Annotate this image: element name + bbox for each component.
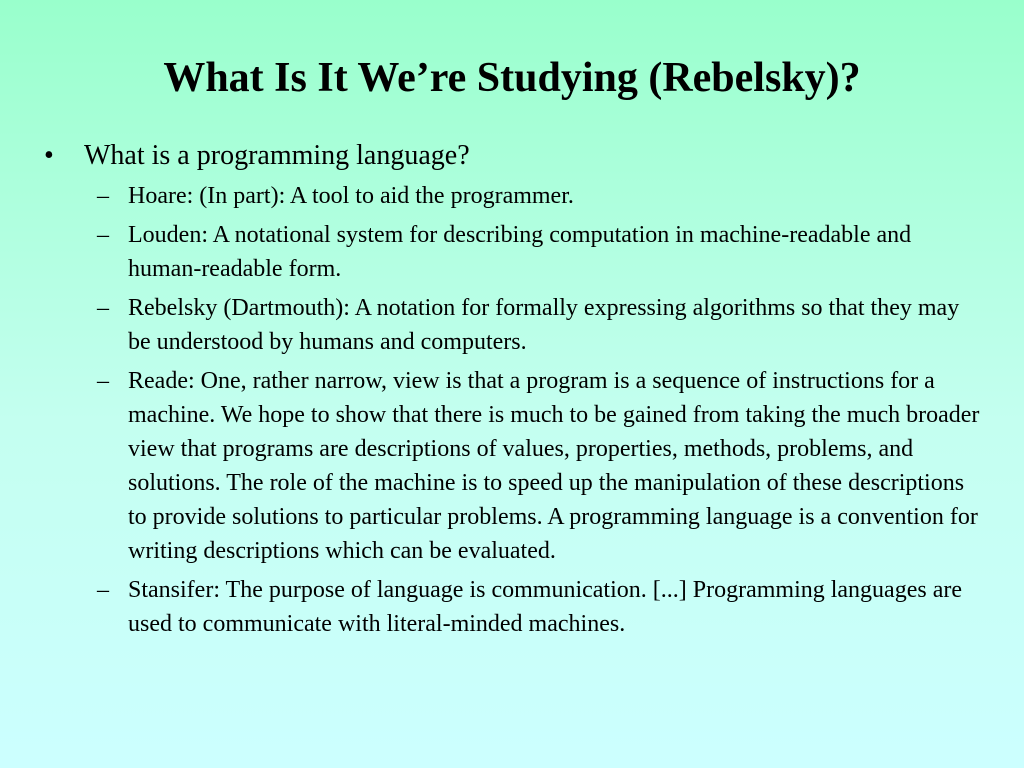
dash-marker: – bbox=[97, 368, 109, 394]
sub-point-text: Stansifer: The purpose of language is communication. [...] Programming languages are used to communicate with literal-minded machines. bbox=[128, 577, 962, 637]
sub-point-text: Reade: One, rather narrow, view is that a program is a sequence of instructions for a machine. We hope to show that there is much to be gained from taking the much broader view that programs are descriptions of values, properties, methods, problems, and solutions. The role of the machine is to speed up the manipulation of these descriptions to provide solutions to particular problems. A programming language is a convention for writing descriptions which can be evaluated. bbox=[128, 368, 980, 564]
sub-point-hoare bbox=[44, 179, 994, 213]
sub-point-text: Hoare: (In part): A tool to aid the programmer. bbox=[128, 183, 574, 209]
dash-marker: – bbox=[97, 222, 109, 248]
sub-point-text: Rebelsky (Dartmouth): A notation for formally expressing algorithms so that they may be understood by humans and computers. bbox=[128, 295, 960, 355]
dash-marker: – bbox=[97, 183, 109, 209]
sub-point-louden bbox=[44, 218, 994, 286]
sub-point-reade bbox=[44, 364, 994, 568]
bullet-marker: • bbox=[44, 140, 54, 171]
slide-title: What Is It We’re Studying (Rebelsky)? bbox=[163, 55, 861, 101]
sub-point-list bbox=[44, 179, 994, 641]
sub-point-text: Louden: A notational system for describing computation in machine-readable and human-readable form. bbox=[128, 222, 912, 282]
sub-point-stansifer bbox=[44, 573, 994, 641]
main-point-text: What is a programming language? bbox=[84, 140, 470, 171]
main-bullet-point bbox=[44, 137, 994, 175]
sub-point-rebelsky bbox=[44, 291, 994, 359]
dash-marker: – bbox=[97, 295, 109, 321]
dash-marker: – bbox=[97, 577, 109, 603]
slide-content bbox=[44, 137, 994, 646]
